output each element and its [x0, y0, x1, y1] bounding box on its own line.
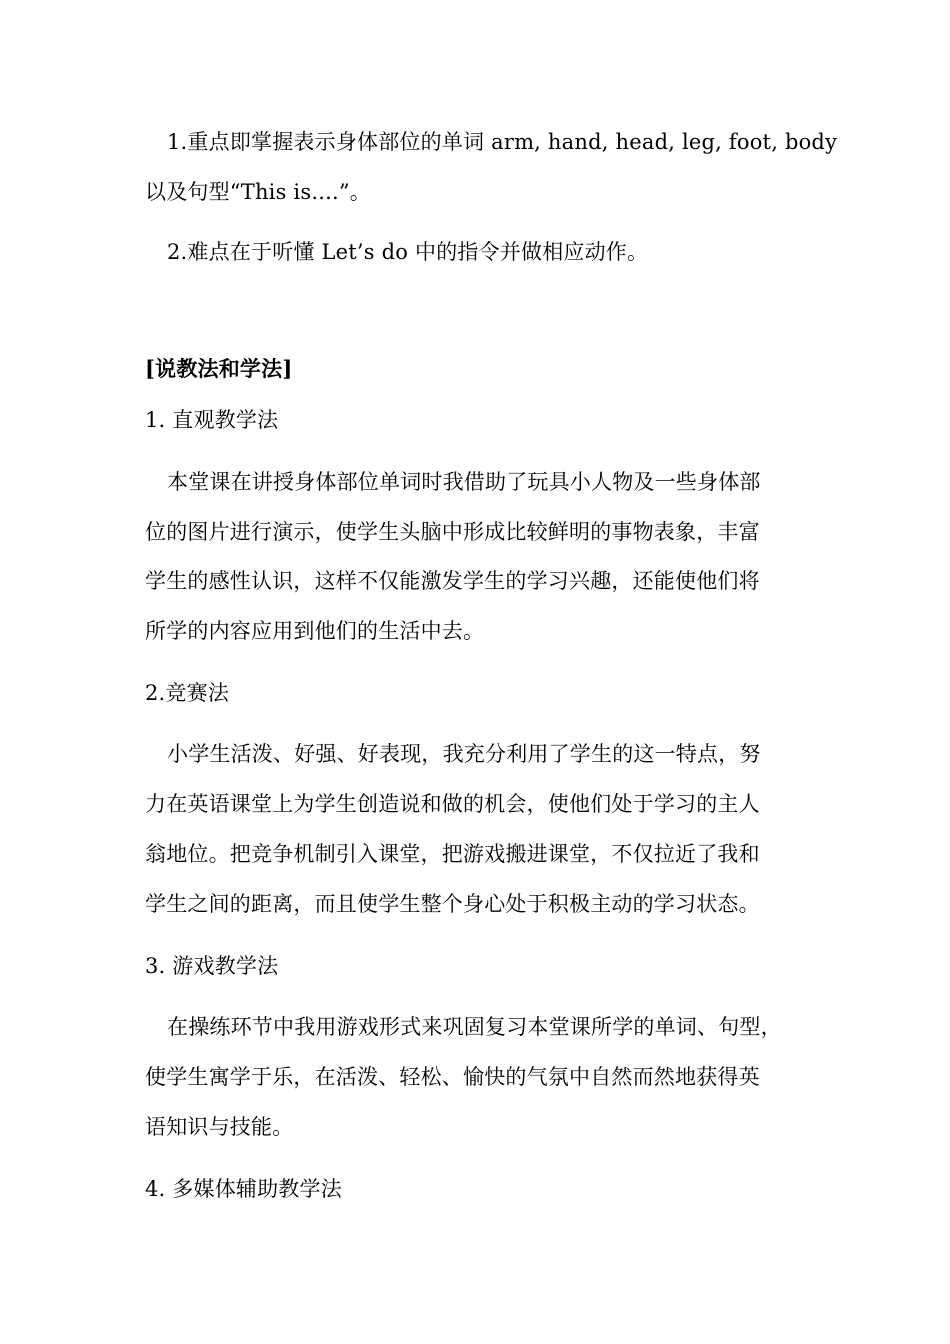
method-1-line: 位的图片进行演示，使学生头脑中形成比较鲜明的事物表象，丰富	[145, 520, 760, 544]
method-1-line: 本堂课在讲授身体部位单词时我借助了玩具小人物及一些身体部	[167, 470, 761, 494]
method-3-line: 在操练环节中我用游戏形式来巩固复习本堂课所学的单词、句型，	[167, 1015, 782, 1039]
method-2-title: 2.竞赛法	[145, 681, 230, 705]
section-heading: [说教法和学法]	[145, 356, 293, 381]
method-1-line: 学生的感性认识，这样不仅能激发学生的学习兴趣，还能使他们将	[145, 569, 760, 593]
method-2-line: 翁地位。把竞争机制引入课堂，把游戏搬进课堂，不仅拉近了我和	[145, 842, 760, 866]
method-3-title: 3. 游戏教学法	[145, 954, 279, 978]
focus-point-1-line-b: 以及句型“This is....”。	[145, 180, 371, 204]
focus-point-2: 2.难点在于听懂 Let’s do 中的指令并做相应动作。	[167, 240, 649, 264]
method-2-line: 小学生活泼、好强、好表现，我充分利用了学生的这一特点，努	[167, 742, 761, 766]
method-1-line: 所学的内容应用到他们的生活中去。	[145, 619, 485, 643]
method-1-title: 1. 直观教学法	[145, 408, 279, 432]
method-4-title: 4. 多媒体辅助教学法	[145, 1177, 342, 1201]
focus-point-1-line-a: 1.重点即掌握表示身体部位的单词 arm, hand, head, leg, foot, body	[167, 130, 838, 154]
method-2-line: 学生之间的距离，而且使学生整个身心处于积极主动的学习状态。	[145, 892, 760, 916]
method-3-line: 使学生寓学于乐，在活泼、轻松、愉快的气氛中自然而然地获得英	[145, 1065, 760, 1089]
method-2-line: 力在英语课堂上为学生创造说和做的机会，使他们处于学习的主人	[145, 792, 760, 816]
method-3-line: 语知识与技能。	[145, 1115, 294, 1139]
